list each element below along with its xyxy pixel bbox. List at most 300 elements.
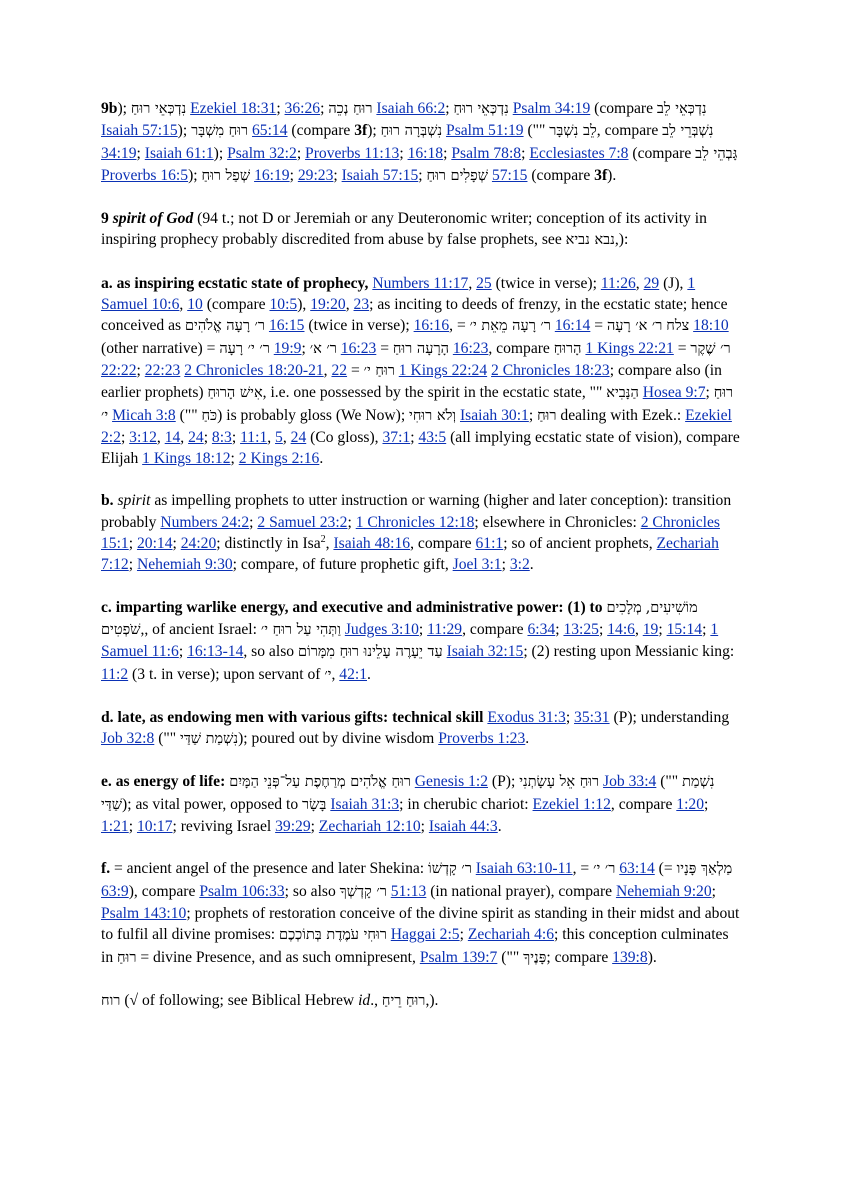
italic-term: spirit — [117, 492, 151, 510]
scripture-reference-link[interactable]: 10:17 — [136, 818, 173, 836]
scripture-reference-link[interactable]: 16:23 — [452, 339, 489, 357]
body-text: , — [156, 428, 165, 446]
body-text: ; — [333, 166, 342, 184]
scripture-reference-link[interactable]: 57:15 — [491, 166, 528, 184]
scripture-reference-link[interactable]: 2 Samuel 23:2 — [257, 513, 348, 531]
body-text: ; — [443, 144, 452, 162]
scripture-reference-link[interactable]: Hosea 9:7 — [642, 384, 706, 402]
lexicon-entry-page — [101, 98, 743, 1033]
scripture-reference-link[interactable]: Ezekiel 1:12 — [532, 795, 611, 813]
paragraph-9-spirit-of-god — [101, 208, 743, 252]
scripture-reference-link[interactable]: Ezekiel 18:31 — [190, 100, 277, 117]
hebrew-term: גָּבְהֵי לֵב — [695, 145, 738, 162]
scripture-reference-link[interactable]: 6:34 — [527, 620, 556, 638]
body-text: , = — [572, 860, 594, 878]
scripture-reference-link[interactable]: 16:18 — [407, 144, 444, 162]
scripture-reference-link[interactable]: 63:9 — [101, 882, 129, 900]
scripture-reference-link[interactable]: Ecclesiastes 7:8 — [529, 144, 629, 162]
hebrew-term: רוּחַ נְכֵה — [328, 101, 373, 117]
scripture-reference-link[interactable]: 1 Kings 18:12 — [142, 450, 231, 468]
hebrew-term: רוּחַ — [537, 407, 557, 424]
body-text: ; — [445, 100, 454, 117]
hebrew-term: שְׁפַל רוּחַ — [201, 167, 251, 184]
scripture-reference-link[interactable]: Psalm 143:10 — [101, 904, 187, 922]
body-text: (Co gloss), — [306, 428, 383, 446]
body-text: ; reviving Israel — [172, 818, 276, 836]
body-text: ; — [320, 100, 329, 117]
hebrew-term: צלח — [666, 318, 690, 335]
body-text: , — [325, 535, 334, 553]
scripture-reference-link[interactable]: 11:2 — [101, 665, 129, 683]
body-text: ("" — [523, 122, 550, 140]
body-text: ). — [647, 948, 657, 966]
scripture-reference-link[interactable]: Genesis 1:2 — [414, 773, 488, 791]
body-text: , so also — [243, 643, 298, 661]
body-text: ; (2) resting upon Messianic king: — [523, 643, 735, 661]
scripture-reference-link[interactable]: 19:9 — [273, 339, 302, 357]
body-text: ; — [399, 144, 408, 162]
scripture-reference-link[interactable]: Haggai 2:5 — [390, 926, 460, 944]
hebrew-term: פָּנֶיךָ — [523, 949, 547, 966]
scripture-reference-link[interactable]: 43:5 — [418, 428, 447, 446]
hebrew-term: נִשְׁמַת שַׁדַּי — [101, 774, 715, 813]
bold-heading-text: a. as inspiring ecstatic state of prophecy, — [101, 274, 369, 292]
body-text: ; — [310, 818, 319, 836]
hebrew-term: רוּחַ אֵל עָשָׂתְנִי — [519, 774, 600, 791]
hebrew-term: וַתְּהִי עַל רוּחַ י׳ — [260, 621, 341, 638]
scripture-reference-link[interactable]: 20:14 — [136, 535, 173, 553]
body-text: . — [367, 665, 371, 683]
body-text: ; — [249, 513, 258, 531]
body-text: , — [180, 428, 189, 446]
body-text: , — [345, 296, 354, 314]
scripture-reference-link[interactable]: 65:14 — [252, 122, 288, 140]
body-text: ; compare, of future prophetic gift, — [232, 556, 453, 574]
body-text: ); — [367, 122, 381, 140]
scripture-reference-link[interactable]: 42:1 — [339, 665, 368, 683]
scripture-reference-link[interactable]: 51:13 — [390, 882, 427, 900]
scripture-reference-link[interactable]: 19 — [642, 620, 659, 638]
scripture-reference-link[interactable]: 1:20 — [676, 795, 705, 813]
body-text: ; — [418, 166, 427, 184]
hebrew-term: כֹּחַ — [201, 407, 218, 424]
superscript: 2 — [320, 533, 326, 545]
body-text: ; as inciting to deeds of frenzy, in the ecstatic state; hence conceived as — [101, 296, 728, 335]
hebrew-term: ר׳ רָעָה אֱלֹהִים — [185, 318, 266, 335]
hebrew-term: ר׳ א׳ — [309, 340, 337, 357]
scripture-reference-link[interactable]: 1 Kings 22:24 — [398, 361, 488, 379]
scripture-reference-link[interactable]: Proverbs 16:5 — [101, 166, 189, 184]
body-text: (J), — [659, 274, 688, 292]
body-text: ; — [136, 144, 145, 162]
body-text: ; — [178, 643, 188, 661]
body-text: ; — [128, 535, 137, 553]
body-text: ; — [555, 620, 564, 638]
body-text: ; — [289, 166, 298, 184]
hebrew-term: רוּחַ רֵיחַ — [381, 992, 426, 1009]
body-text: = — [673, 339, 691, 357]
paragraph-c-warlike-energy — [101, 597, 743, 686]
scripture-reference-link[interactable]: 3:2 — [509, 556, 530, 574]
scripture-reference-link[interactable]: 2 Kings 2:16 — [238, 450, 320, 468]
body-text: ; compare also (in earlier prophets) — [101, 361, 722, 402]
hebrew-term: ר׳ קָדְשְׁךָ — [339, 883, 387, 900]
body-text: ; — [565, 708, 575, 726]
scripture-reference-link[interactable]: 14 — [164, 428, 181, 446]
hebrew-term: נִשְׁבְּרֵי לֵב — [662, 123, 714, 140]
body-text: ; — [231, 428, 241, 446]
body-text: ; — [658, 620, 667, 638]
scripture-reference-link[interactable]: 29:23 — [297, 166, 334, 184]
paragraph-d-various-gifts — [101, 707, 743, 751]
body-text: , compare — [610, 795, 677, 813]
body-text: ; — [705, 384, 714, 402]
body-text: (compare — [202, 296, 270, 314]
hebrew-term: עַד יֵעָרֶה עָלֵינוּ רוּחַ מִמָּרוֹם — [297, 644, 443, 661]
scripture-reference-link[interactable]: 22:23 — [144, 361, 181, 379]
body-text: (94 t.; not D or Jeremiah or any Deuteronomic writer; conception of its activity in inspiring prophecy probably discredited from abuse by false prophets, see — [101, 210, 707, 249]
scripture-reference-link[interactable]: Isaiah 48:16 — [333, 535, 411, 553]
body-text: ; so of ancient prophets, — [503, 535, 657, 553]
body-text: ,, of ancient Israel: — [140, 620, 261, 638]
body-text: ; — [128, 556, 137, 574]
scripture-reference-link[interactable]: Proverbs 11:13 — [305, 144, 400, 162]
hebrew-term: ר׳ י׳ רָעָה — [219, 340, 270, 357]
paragraph-root-note — [101, 990, 743, 1012]
body-text: , compare — [488, 339, 554, 357]
hebrew-term: ר׳ א׳ רָעָה — [606, 318, 663, 335]
scripture-reference-link[interactable]: 37:1 — [382, 428, 411, 446]
body-text: ; — [301, 339, 310, 357]
hebrew-term: שְׁפָלִים רוּחַ — [426, 167, 489, 184]
body-text: = — [376, 339, 393, 357]
body-text: ; — [172, 535, 181, 553]
body-text: ); — [117, 100, 131, 117]
scripture-reference-link[interactable]: Exodus 31:3 — [487, 708, 566, 726]
hebrew-term: הָרָעָה רוּחַ — [392, 340, 449, 357]
body-text: . — [497, 818, 502, 836]
body-text: ; — [418, 620, 428, 638]
scripture-reference-link[interactable]: 63:14 — [619, 860, 655, 878]
body-text: ; — [347, 513, 356, 531]
scripture-reference-link[interactable]: 1:21 — [101, 818, 129, 836]
scripture-reference-link[interactable]: 1 Kings 22:21 — [585, 339, 674, 357]
body-text: dealing with Ezek.: — [556, 406, 686, 424]
body-text: ). — [607, 166, 617, 184]
hebrew-term: ר׳ י׳ — [593, 861, 616, 878]
body-text: ; prophets of restoration conceive of the divine spirit as standing in their midst and about to fulfil all divine promises: — [101, 904, 740, 944]
hebrew-term: רוּחִי עֹמֶדֶת בְּתוֹכְכֶם — [279, 927, 387, 944]
scripture-reference-link[interactable]: 39:29 — [275, 818, 311, 836]
scripture-reference-link[interactable]: Psalm 34:19 — [512, 100, 591, 117]
scripture-reference-link[interactable]: 1 Samuel 10:6 — [101, 274, 696, 314]
scripture-reference-link[interactable]: Numbers 11:17 — [372, 274, 469, 292]
hebrew-term: רוּחַ י׳ — [101, 385, 734, 424]
body-text: ; — [136, 361, 145, 379]
paragraph-9b-continuation — [101, 98, 743, 187]
body-text: (P); — [488, 773, 520, 791]
hebrew-term: ר׳ קָדְשׁוֹ — [428, 861, 472, 878]
scripture-reference-link[interactable]: 16:15 — [268, 317, 305, 335]
hebrew-term: רוּחַ י׳ — [363, 362, 395, 379]
body-text: (= — [654, 860, 677, 878]
scripture-reference-link[interactable]: Psalm 106:33 — [199, 882, 285, 900]
bold-heading-text: d. late, as endowing men with various gifts: technical skill — [101, 708, 484, 726]
scripture-reference-link[interactable]: Isaiah 57:15 — [101, 122, 178, 140]
hebrew-term: נִדְכְּאֵי רוּחַ — [453, 101, 509, 117]
body-text: , compare — [596, 122, 663, 140]
hebrew-term: אִישׁ הָרוּחַ — [207, 385, 263, 402]
scripture-reference-link[interactable]: Nehemiah 9:30 — [136, 556, 233, 574]
body-text: (compare — [527, 166, 595, 184]
body-text: ; — [711, 882, 716, 900]
body-text: ; — [528, 406, 538, 424]
paragraph-e-energy-of-life — [101, 771, 743, 837]
scripture-reference-link[interactable]: Psalm 51:19 — [446, 122, 524, 140]
body-text: = — [347, 361, 364, 379]
body-text: ; — [296, 144, 306, 162]
scripture-reference-link[interactable]: Zechariah 7:12 — [101, 535, 719, 574]
scripture-reference-link[interactable]: Isaiah 61:1 — [144, 144, 214, 162]
body-text: ), compare — [128, 882, 200, 900]
scripture-reference-link[interactable]: Isaiah 66:2 — [376, 100, 446, 117]
bold-heading-text: 3f — [354, 122, 368, 140]
scripture-reference-link[interactable]: Zechariah 12:10 — [318, 818, 421, 836]
body-text: , — [267, 428, 276, 446]
scripture-reference-link[interactable]: Proverbs 1:23 — [438, 730, 526, 748]
body-text: (all implying ecstatic state of vision), compare Elijah — [101, 428, 740, 468]
scripture-reference-link[interactable]: Isaiah 44:3 — [428, 818, 498, 836]
body-text: , = — [449, 317, 470, 335]
hebrew-term: נִשְׁבְּרָה רוּחַ — [380, 123, 443, 140]
scripture-reference-link[interactable]: Joel 3:1 — [452, 556, 502, 574]
bold-heading-text: 9 — [101, 210, 113, 228]
body-text: ., — [370, 991, 382, 1009]
scripture-reference-link[interactable]: Isaiah 32:15 — [446, 643, 524, 661]
body-text: ; — [704, 795, 709, 813]
hebrew-term: וְלֹא רוּחִי — [409, 407, 457, 424]
hebrew-term: ר׳ רָעָה מֵאֵת י׳ — [469, 318, 551, 335]
body-text: = divine Presence, and as such omnipresent, — [136, 948, 420, 966]
scripture-reference-link[interactable]: Micah 3:8 — [112, 406, 176, 424]
scripture-reference-link[interactable]: 13:25 — [563, 620, 599, 638]
scripture-reference-link[interactable]: 29 — [643, 274, 660, 292]
body-text: , — [179, 296, 188, 314]
body-text: ); — [177, 122, 192, 140]
scripture-reference-link[interactable]: 11:1 — [240, 428, 268, 446]
hebrew-term: הָרוּחַ — [553, 340, 582, 357]
scripture-reference-link[interactable]: 10:5 — [269, 296, 298, 314]
hebrew-term: נבא נביא — [565, 232, 615, 249]
body-text: . — [525, 730, 530, 748]
scripture-reference-link[interactable]: 18:10 — [693, 317, 729, 335]
scripture-reference-link[interactable]: 11:29 — [427, 620, 463, 638]
scripture-reference-link[interactable]: 35:31 — [574, 708, 610, 726]
italic-term: id — [358, 991, 371, 1009]
body-text: , — [282, 428, 291, 446]
scripture-reference-link[interactable]: Isaiah 30:1 — [459, 406, 529, 424]
body-text: , — [635, 274, 644, 292]
scripture-reference-link[interactable]: 16:19 — [254, 166, 290, 184]
scripture-reference-link[interactable]: 5 — [275, 428, 283, 446]
body-text: ; in cherubic chariot: — [399, 795, 533, 813]
body-text: ; compare — [546, 948, 613, 966]
hebrew-term: רוּחַ מִשְׁבָּר — [191, 123, 249, 140]
body-text: ); poured out by divine wisdom — [238, 730, 439, 748]
body-text: , i.e. one possessed by the spirit in the ecstatic state, "" — [262, 384, 607, 402]
bold-italic-term: spirit of God — [112, 210, 194, 228]
body-text: , compare — [410, 535, 476, 553]
body-text: ("" — [497, 948, 524, 966]
scripture-reference-link[interactable]: 16:13-14 — [187, 643, 244, 661]
paragraph-a-ecstatic-prophecy — [101, 273, 743, 470]
body-text: (twice in verse); — [491, 274, 601, 292]
scripture-reference-link[interactable]: Psalm 139:7 — [419, 948, 498, 966]
body-text: ; — [459, 926, 468, 944]
hebrew-term: רוח — [101, 992, 121, 1009]
bold-heading-text: 3f — [594, 166, 608, 184]
body-text: (in national prayer), compare — [426, 882, 616, 900]
scripture-reference-link[interactable]: 25 — [476, 274, 492, 292]
body-text: ("" — [656, 773, 683, 791]
body-text: ; distinctly in Isa — [216, 535, 321, 553]
paragraph-b-impelling-prophets — [101, 490, 743, 575]
body-text: , — [331, 665, 340, 683]
body-text: ; elsewhere in Chronicles: — [474, 513, 641, 531]
body-text: ,): — [614, 231, 629, 249]
scripture-reference-link[interactable]: 2 Chronicles 18:20-21 — [184, 361, 324, 379]
body-text: ; — [521, 144, 530, 162]
scripture-reference-link[interactable]: Nehemiah 9:20 — [615, 882, 712, 900]
body-text: ,). — [425, 991, 439, 1009]
body-text: ; — [410, 428, 419, 446]
scripture-reference-link[interactable]: 16:14 — [554, 317, 591, 335]
body-text: , — [634, 620, 643, 638]
scripture-reference-link[interactable]: 2 Chronicles 15:1 — [101, 513, 720, 553]
hebrew-term: מוֹשִׁיעִים, שֹׁפְטִים — [101, 599, 698, 638]
scripture-reference-link[interactable]: 11:26 — [600, 274, 636, 292]
body-text: ; — [501, 556, 510, 574]
scripture-reference-link[interactable]: 15:14 — [666, 620, 703, 638]
hebrew-term: נִדְכְּאֵי רוּחַ — [130, 101, 187, 117]
body-text: . — [529, 556, 534, 574]
body-text: ; — [702, 620, 711, 638]
scripture-reference-link[interactable]: Psalm 32:2 — [227, 144, 297, 162]
body-text: ; — [203, 428, 212, 446]
body-text: = ancient angel of the presence and later Shekina: — [110, 860, 429, 878]
scripture-reference-link[interactable]: Isaiah 63:10-11 — [475, 860, 573, 878]
hebrew-term: מַלְאַךְ פָּנָיו — [676, 861, 733, 878]
scripture-reference-link[interactable]: 8:3 — [211, 428, 232, 446]
body-text: (3 t. in verse); upon servant of — [128, 665, 325, 683]
body-text: (√ of following; see Biblical Hebrew — [120, 991, 359, 1009]
body-text: . — [319, 450, 324, 468]
body-text: (compare — [628, 144, 696, 162]
body-text: ) is probably gloss (We Now); — [217, 406, 410, 424]
body-text: ; — [598, 620, 608, 638]
body-text: ; so also — [284, 882, 340, 900]
hebrew-term: נִשְׁמַת שַׁדַּי — [180, 731, 239, 748]
body-text: ); as vital power, opposed to — [122, 795, 303, 813]
scripture-reference-link[interactable]: Judges 3:10 — [344, 620, 419, 638]
body-text: ); — [188, 166, 202, 184]
body-text: ), — [297, 296, 311, 314]
body-text: ; — [120, 428, 130, 446]
scripture-reference-link[interactable]: 1 Samuel 11:6 — [101, 620, 719, 661]
scripture-reference-link[interactable]: Zechariah 4:6 — [467, 926, 554, 944]
body-text: as impelling prophets to utter instruction or warning (higher and later conception): transition probably — [101, 492, 732, 531]
bold-heading-text: e. as energy of life: — [101, 773, 226, 791]
hebrew-term: י׳ — [324, 666, 332, 683]
body-text: (other narrative) = — [101, 339, 220, 357]
scripture-reference-link[interactable]: Ezekiel 2:2 — [101, 406, 732, 446]
scripture-reference-link[interactable]: Isaiah 57:15 — [341, 166, 419, 184]
paragraph-f-angel-of-presence — [101, 858, 743, 968]
bold-heading-text: 9b — [101, 100, 118, 117]
scripture-reference-link[interactable]: 24 — [188, 428, 204, 446]
bold-heading-text: b. — [101, 492, 118, 510]
body-text: (compare — [287, 122, 355, 140]
scripture-reference-link[interactable]: 34:19 — [101, 144, 137, 162]
scripture-reference-link[interactable]: 16:16 — [413, 317, 450, 335]
hebrew-term: רוּחַ אֱלֹהִים מְרַחֶפֶת עַל־פְּנֵי הַמָּיִם — [229, 774, 411, 791]
scripture-reference-link[interactable]: 36:26 — [284, 100, 321, 117]
scripture-reference-link[interactable]: 2 Chronicles 18:23 — [491, 361, 610, 379]
scripture-reference-link[interactable]: Psalm 78:8 — [451, 144, 522, 162]
scripture-reference-link[interactable]: 139:8 — [612, 948, 648, 966]
body-text: ; — [128, 818, 137, 836]
scripture-reference-link[interactable]: 1 Chronicles 12:18 — [355, 513, 475, 531]
scripture-reference-link[interactable]: 16:23 — [340, 339, 377, 357]
hebrew-term: בָּשָׂר — [302, 796, 327, 813]
scripture-reference-link[interactable]: 19:20 — [310, 296, 346, 314]
scripture-reference-link[interactable]: 14:6 — [607, 620, 635, 638]
scripture-reference-link[interactable]: 3:12 — [129, 428, 157, 446]
bold-heading-text: f. — [101, 860, 111, 878]
body-text: = — [590, 317, 607, 335]
body-text: ("" — [175, 406, 202, 424]
scripture-reference-link[interactable]: Numbers 24:2 — [160, 513, 250, 531]
scripture-reference-link[interactable]: 10 — [187, 296, 203, 314]
scripture-reference-link[interactable]: Job 32:8 — [101, 730, 155, 748]
hebrew-term: לֵב נִשְׁבָּר — [549, 123, 597, 140]
body-text: (P); understanding — [609, 708, 730, 726]
scripture-reference-link[interactable]: 22 — [331, 361, 348, 379]
body-text: , — [323, 361, 332, 379]
hebrew-term: ר׳ שֶׁקֶר — [690, 340, 731, 357]
scripture-reference-link[interactable]: Job 33:4 — [603, 773, 657, 791]
hebrew-term: רוּחַ — [117, 949, 137, 966]
scripture-reference-link[interactable]: 24:20 — [180, 535, 217, 553]
body-text: , — [468, 274, 477, 292]
scripture-reference-link[interactable]: 22:22 — [101, 361, 137, 379]
scripture-reference-link[interactable]: 61:1 — [475, 535, 504, 553]
hebrew-term: נִדְכְּאֵי לֵב — [656, 101, 707, 117]
body-text: ("" — [154, 730, 181, 748]
body-text: ; — [230, 450, 239, 468]
scripture-reference-link[interactable]: 23 — [353, 296, 370, 314]
body-text: (compare — [590, 100, 657, 117]
body-text: , compare — [462, 620, 528, 638]
scripture-reference-link[interactable]: Isaiah 31:3 — [330, 795, 400, 813]
hebrew-term: מְלָכִים — [606, 599, 642, 616]
hebrew-term: הַנָּבִיא — [606, 385, 639, 402]
body-text: ; — [276, 100, 285, 117]
scripture-reference-link[interactable]: 24 — [290, 428, 307, 446]
body-text: ; this conception culminates in — [101, 926, 729, 966]
body-text: ); — [213, 144, 228, 162]
body-text: (twice in verse); — [304, 317, 414, 335]
